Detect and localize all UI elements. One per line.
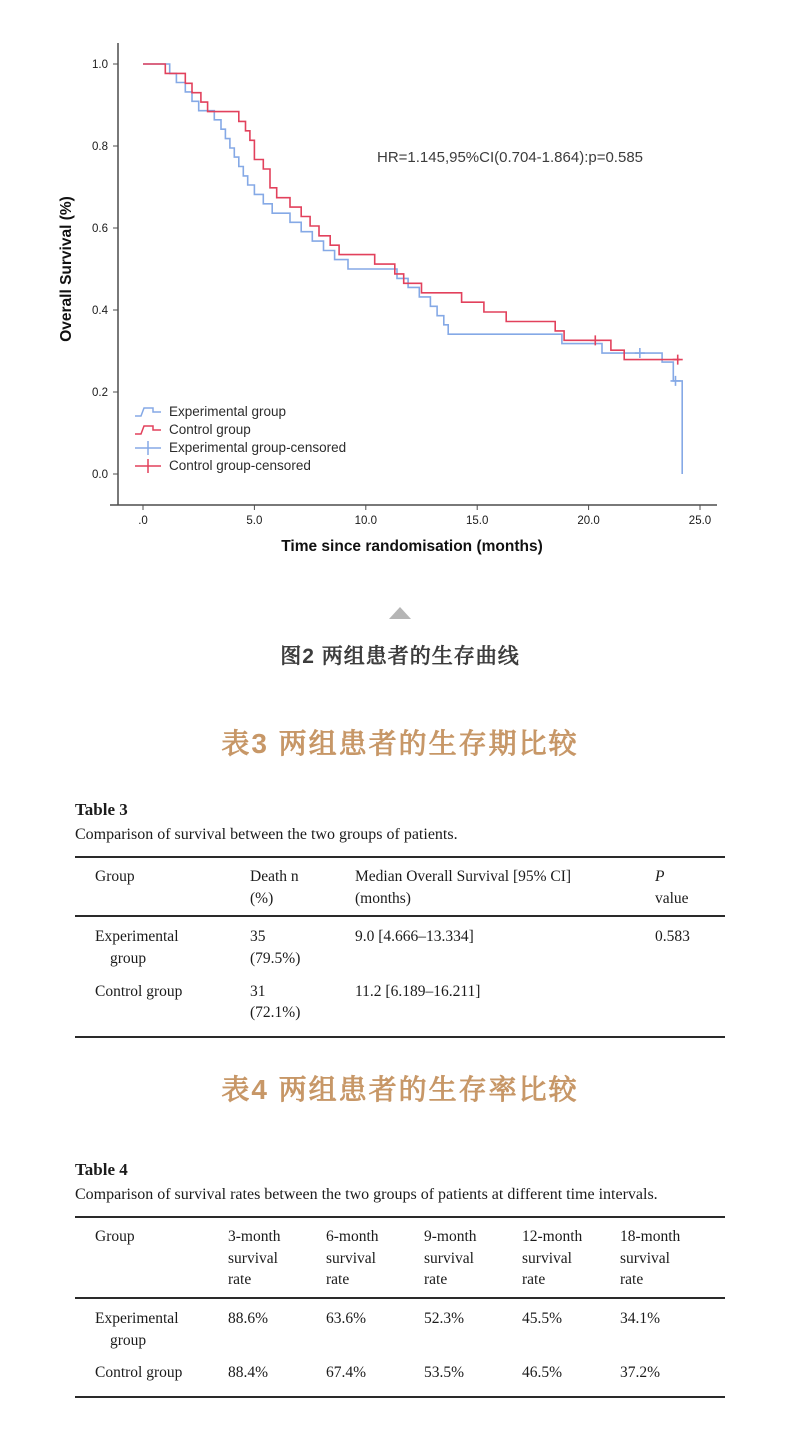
y-tick-label: 0.4 <box>92 305 108 317</box>
legend-item <box>135 440 346 455</box>
x-tick-label: 15.0 <box>466 515 489 527</box>
censor-mark-control <box>673 355 683 365</box>
legend-item <box>135 458 311 473</box>
column-header: 3-month survival rate <box>228 1228 281 1289</box>
table-row <box>75 1353 725 1397</box>
legend-item <box>135 404 286 419</box>
column-header: P value <box>655 868 689 907</box>
legend-item <box>135 422 251 437</box>
y-axis-title: Overall Survival (%) <box>58 196 75 342</box>
table-cell: Control group <box>95 982 183 1000</box>
hr-annotation: HR=1.145,95%CI(0.704-1.864):p=0.585 <box>376 149 644 166</box>
table3-label: Table 3 <box>75 800 128 819</box>
survival-figure <box>55 35 745 565</box>
column-header: 9-month survival rate <box>424 1228 477 1289</box>
column-header: Median Overall Survival [95% CI] (months) <box>355 868 572 907</box>
y-tick-label: 0.2 <box>92 387 108 399</box>
table-cell: Experimental group <box>95 1310 179 1349</box>
figure-caption: 图2 两组患者的生存曲线 <box>280 645 520 668</box>
table4 <box>75 1216 725 1398</box>
table4-caption: Comparison of survival rates between the two groups of patients at different time intervals. <box>75 1186 658 1203</box>
censor-mark-experimental <box>670 376 680 386</box>
table-header-row <box>75 857 725 916</box>
km-curve-control <box>143 64 680 360</box>
censor-mark-experimental <box>635 348 645 358</box>
legend-censor-swatch <box>135 459 161 473</box>
table-cell: 45.5% <box>522 1310 563 1328</box>
triangle-up-icon <box>389 607 411 619</box>
table-cell: 11.2 [6.189–16.211] <box>355 982 481 1000</box>
column-header: Group <box>95 1228 135 1245</box>
table3 <box>75 856 725 1038</box>
x-tick-label: 25.0 <box>688 515 712 527</box>
table-cell: Experimental group <box>95 928 179 968</box>
section-heading-table4: 表4 两组患者的生存率比较 <box>221 1074 579 1105</box>
table-cell: Control group <box>95 1364 183 1382</box>
column-header: 6-month survival rate <box>326 1228 379 1289</box>
y-tick-label: 0.6 <box>92 223 108 235</box>
table-cell: 0.583 <box>655 928 690 946</box>
table-cell: 63.6% <box>326 1310 367 1328</box>
table-header-row <box>75 1217 725 1298</box>
y-tick-label: 0.8 <box>92 141 108 153</box>
table-cell: 31 (72.1%) <box>250 982 301 1022</box>
table-cell: 52.3% <box>424 1310 465 1328</box>
x-tick-label: .0 <box>138 515 148 527</box>
x-tick-label: 10.0 <box>354 515 377 527</box>
table4-label: Table 4 <box>75 1160 128 1179</box>
table-cell: 9.0 [4.666–13.334] <box>355 928 474 946</box>
y-tick-label: 0.0 <box>92 469 108 481</box>
x-tick-label: 20.0 <box>577 515 600 527</box>
x-tick-label: 5.0 <box>246 515 263 527</box>
legend-label: Experimental group-censored <box>169 440 347 455</box>
legend-step-swatch <box>135 426 161 434</box>
legend-label: Control group-censored <box>169 458 311 473</box>
legend-label: Control group <box>169 422 251 437</box>
legend-label: Experimental group <box>169 404 287 419</box>
table-cell: 37.2% <box>620 1364 661 1382</box>
column-header: 18-month survival rate <box>620 1228 681 1289</box>
legend-censor-swatch <box>135 441 161 455</box>
table-cell: 67.4% <box>326 1364 367 1382</box>
table-row <box>75 1298 725 1353</box>
column-header: 12-month survival rate <box>522 1228 583 1289</box>
table-cell: 53.5% <box>424 1364 465 1382</box>
figure-indicator-row <box>0 607 800 619</box>
table4-section <box>75 1160 725 1398</box>
table-row <box>75 972 725 1037</box>
column-header: Group <box>95 868 135 885</box>
chart-legend <box>135 404 346 473</box>
table-cell: 46.5% <box>522 1364 563 1382</box>
legend-step-swatch <box>135 408 161 416</box>
table3-section <box>75 800 725 1038</box>
column-header: Death n (%) <box>250 868 299 907</box>
x-axis-title: Time since randomisation (months) <box>281 538 543 555</box>
table-cell: 88.4% <box>228 1364 269 1382</box>
table-cell: 34.1% <box>620 1310 661 1328</box>
table-cell: 35 (79.5%) <box>250 928 301 968</box>
table-row <box>75 916 725 971</box>
y-tick-label: 1.0 <box>92 59 108 71</box>
km-survival-chart <box>55 35 745 565</box>
table-cell <box>655 972 725 1037</box>
table3-caption: Comparison of survival between the two groups of patients. <box>75 826 458 843</box>
section-heading-table3: 表3 两组患者的生存期比较 <box>221 728 579 759</box>
table-cell: 88.6% <box>228 1310 269 1328</box>
